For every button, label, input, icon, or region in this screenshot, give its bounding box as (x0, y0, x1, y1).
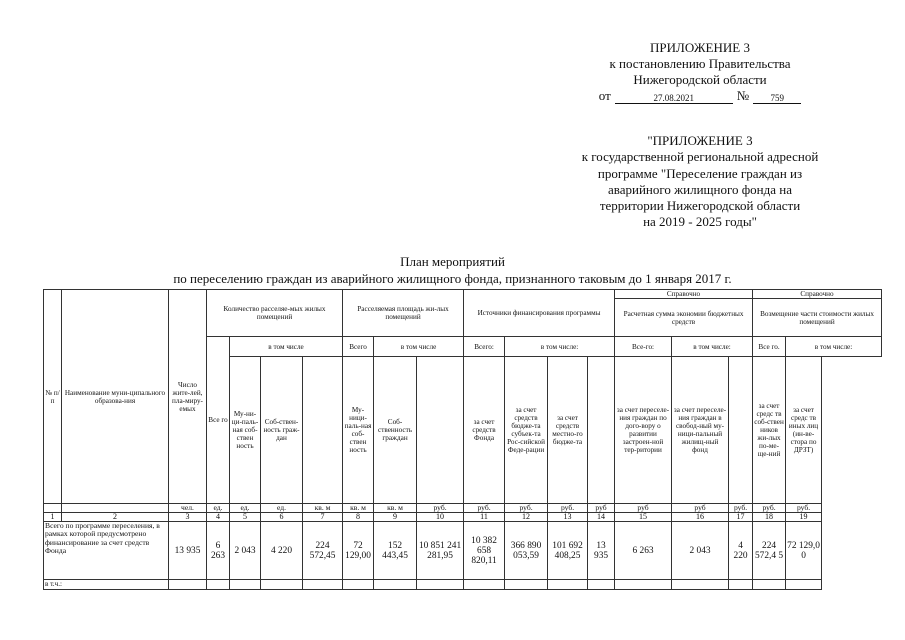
src-local-header: за счет средств местно-го бюдже-та (548, 357, 588, 504)
index-cell: 2 (62, 513, 169, 522)
value-cell: 2 043 (672, 522, 729, 580)
unit-cell: руб. (729, 504, 753, 513)
group-area-header: Расселяемая площадь жи-лых помещений (343, 290, 464, 337)
empty-cell (729, 580, 753, 590)
value-cell: 72 129,0 0 (786, 522, 822, 580)
unit-cell: кв. м (343, 504, 374, 513)
empty-cell (786, 580, 822, 590)
value-cell: 4 220 (729, 522, 753, 580)
index-cell: 1 (44, 513, 62, 522)
empty-cell (548, 580, 588, 590)
unit-cell: руб (672, 504, 729, 513)
refund-a-header: за счет средс тв соб-ствен ников жи-лых по-ме-ще-ний (753, 357, 786, 504)
empty-cell (588, 580, 615, 590)
empty-cell (615, 580, 672, 590)
value-cell: 2 043 (230, 522, 261, 580)
appendix-header (520, 40, 880, 104)
group-refund-header: Возмещение части стоимости жилых помещений (753, 299, 882, 337)
unit-cell: ед. (261, 504, 303, 513)
unit-cell: руб. (505, 504, 548, 513)
area-priv-header: Соб-ственность граждан (374, 357, 417, 504)
group-ref-left: Справочно (615, 290, 753, 299)
unit-cell: ед. (230, 504, 261, 513)
number-label: № (736, 88, 750, 103)
index-cell: 10 (417, 513, 464, 522)
table-row (44, 580, 882, 590)
value-cell: 4 220 (261, 522, 303, 580)
sources-incl-header: в том числе: (505, 337, 615, 357)
value-cell: 6 263 (615, 522, 672, 580)
unit-cell: ед. (207, 504, 230, 513)
empty-cell (261, 580, 303, 590)
empty-cell (343, 580, 374, 590)
area-mun-header: Му-ници-паль-ная соб-ствен ность (343, 357, 374, 504)
sources-total-header: Всего: (464, 337, 505, 357)
unit-cell (44, 504, 62, 513)
value-cell: 13 935 (169, 522, 207, 580)
index-cell: 7 (303, 513, 343, 522)
value-cell: 366 890 053,59 (505, 522, 548, 580)
empty-cell (417, 580, 464, 590)
empty-cell (207, 580, 230, 590)
savings-b-header: за счет переселе-ния граждан в свобод-ный му-ници-пальный жилищ-ный фонд (672, 357, 729, 504)
savings-total-header: Все-го: (615, 337, 672, 357)
unit-cell: руб. (548, 504, 588, 513)
group-sources-header: Источники финансирования программы (464, 290, 615, 337)
index-cell: 17 (729, 513, 753, 522)
value-cell: 6 263 (207, 522, 230, 580)
plan-title: План мероприятий (400, 254, 505, 269)
unit-cell: руб. (753, 504, 786, 513)
rooms-priv-header: Соб-ствен-ность граж-дан (261, 357, 303, 504)
src-subject-header: за счет средств бюдже-та субъек-та Рос-сийской Феде-рации (505, 357, 548, 504)
program-line-4: аварийного жилищного фонда на (608, 181, 792, 197)
empty-cell (374, 580, 417, 590)
appendix-title: ПРИЛОЖЕНИЕ 3 (650, 40, 750, 55)
value-cell: 10 382 658 820,11 (464, 522, 505, 580)
unit-cell: руб. (786, 504, 822, 513)
unit-cell: руб. (464, 504, 505, 513)
decree-date-line (520, 88, 880, 104)
col-number-header: № п/п (44, 290, 62, 504)
index-cell: 9 (374, 513, 417, 522)
refund-total-sub (729, 357, 753, 504)
empty-cell (505, 580, 548, 590)
index-cell: 11 (464, 513, 505, 522)
rooms-mun-header: Му-ни-ци-паль-ная соб-ствен ность (230, 357, 261, 504)
unit-cell: руб. (417, 504, 464, 513)
incl-row-label: в т.ч.: (44, 580, 169, 590)
unit-cell (62, 504, 169, 513)
program-header (520, 133, 880, 231)
refund-b-header: за счет средс тв иных лиц (ин-ве-стора по ДРЗТ) (786, 357, 822, 504)
group-ref-right: Справочно (753, 290, 882, 299)
value-cell: 224 572,45 (303, 522, 343, 580)
index-cell: 8 (343, 513, 374, 522)
index-cell: 4 (207, 513, 230, 522)
resettlement-plan-table (43, 289, 882, 590)
value-cell: 72 129,00 (343, 522, 374, 580)
src-fund-header: за счет средств Фонда (464, 357, 505, 504)
area-incl-header: в том числе (374, 337, 464, 357)
rooms-incl-header: в том числе (230, 337, 343, 357)
rooms-total-header: Все го (207, 337, 230, 504)
decree-number: 759 (753, 93, 801, 104)
decree-date: 27.08.2021 (615, 93, 733, 104)
unit-cell: руб (615, 504, 672, 513)
savings-a-header: за счет переселе-ния граждан по дого-вору о развитии застроен-ной тер-ритории (615, 357, 672, 504)
index-cell: 5 (230, 513, 261, 522)
savings-total-sub (588, 357, 615, 504)
index-cell: 16 (672, 513, 729, 522)
table-row (44, 522, 882, 580)
refund-total-header: Все го. (753, 337, 786, 357)
value-cell: 10 851 241 281,95 (417, 522, 464, 580)
index-cell: 12 (505, 513, 548, 522)
index-cell: 18 (753, 513, 786, 522)
index-cell: 19 (786, 513, 822, 522)
program-line-2: к государственной региональной адресной (581, 149, 819, 165)
unit-cell: руб (588, 504, 615, 513)
empty-cell (230, 580, 261, 590)
unit-cell: кв. м (303, 504, 343, 513)
col-residents-header: Число жите-лей, пла-миру-емых (169, 290, 207, 504)
value-cell: 13 935 (588, 522, 615, 580)
unit-cell: чел. (169, 504, 207, 513)
area-total-header: Всего (343, 337, 374, 357)
program-line-6: на 2019 - 2025 годы" (643, 214, 757, 230)
index-cell: 14 (588, 513, 615, 522)
program-line-5: территории Нижегородской области (599, 198, 801, 214)
appendix-line-3: Нижегородской области (633, 72, 767, 87)
value-cell: 101 692 408,25 (548, 522, 588, 580)
index-cell: 15 (615, 513, 672, 522)
value-cell: 224 572,4 5 (753, 522, 786, 580)
program-line-3: программе "Переселение граждан из (597, 165, 803, 181)
savings-incl-header: в том числе: (672, 337, 753, 357)
group-savings-header: Расчетная сумма экономии бюджетных средств (615, 299, 753, 337)
group-rooms-header: Количество расселяе-мых жилых помещений (207, 290, 343, 337)
col-name-header: Наименование муни-ципального образова-ния (62, 290, 169, 504)
sources-total-sub (417, 357, 464, 504)
empty-cell (753, 580, 786, 590)
index-row (44, 513, 882, 522)
appendix-line-2: к постановлению Правительства (609, 56, 791, 71)
program-line-1: "ПРИЛОЖЕНИЕ 3 (647, 133, 753, 148)
index-cell: 3 (169, 513, 207, 522)
value-cell: 152 443,45 (374, 522, 417, 580)
plan-subtitle: по переселению граждан из аварийного жилищного фонда, признанного таковым до 1 января 2017 г. (173, 271, 732, 286)
empty-cell (169, 580, 207, 590)
empty-cell (672, 580, 729, 590)
index-cell: 6 (261, 513, 303, 522)
area-total-sub (303, 357, 343, 504)
refund-incl-header: в том числе: (786, 337, 882, 357)
empty-cell (464, 580, 505, 590)
total-row-title: Всего по программе переселения, в рамках которой предусмотрено финансирование за счет средств Фонда (44, 522, 169, 580)
from-label: от (598, 88, 611, 103)
index-cell: 13 (548, 513, 588, 522)
empty-cell (303, 580, 343, 590)
unit-cell: кв. м (374, 504, 417, 513)
units-row (44, 504, 882, 513)
